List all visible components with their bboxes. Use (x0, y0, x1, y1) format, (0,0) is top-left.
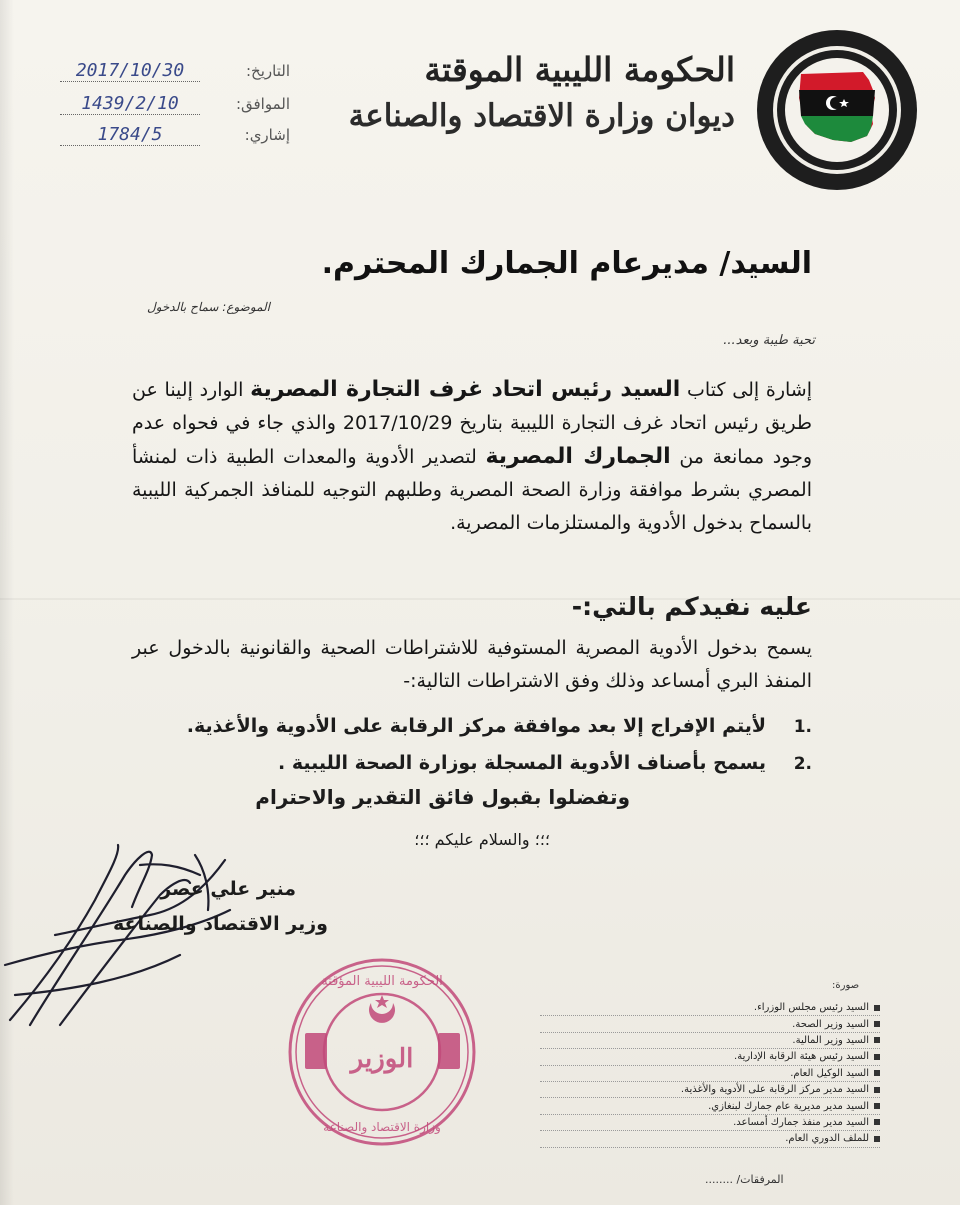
condition-item (172, 745, 812, 782)
stamp-center-text: الوزير (350, 1044, 414, 1074)
subject-line: الموضوع: سماح بالدخول (146, 300, 270, 314)
minister-title: وزير الاقتصاد والصناعة (113, 913, 328, 935)
bullet-icon (874, 1119, 880, 1125)
copy-recipient: للملف الدوري العام. (540, 1131, 880, 1147)
bullet-icon (874, 1103, 880, 1109)
paragraph-1-middle: الوارد إلينا عن طريق رئيس اتحاد غرف التجارة الليبية بتاريخ 2017/10/29 والذي جاء في فحواه عدم وجود ممانعة من (132, 379, 813, 468)
date-row (60, 60, 290, 86)
copy-recipient: السيد وزير المالية. (540, 1033, 880, 1049)
copy-recipient: السيد مدير مديرية عام جمارك لبنغازي. (540, 1098, 880, 1114)
copy-recipient: السيد مدير مركز الرقابة على الأدوية والأغذية. (540, 1082, 880, 1098)
date-label: التاريخ: (246, 62, 290, 80)
copies-list (540, 978, 880, 1148)
paper-fold-line (0, 598, 960, 600)
copy-recipient: السيد الوكيل العام. (540, 1066, 880, 1082)
paragraph-1-highlight-customs: الجمارك المصرية (485, 444, 671, 469)
closing-line: وتفضلوا بقبول فائق التقدير والاحترام (255, 785, 630, 809)
date-value: 2017/10/30 (60, 60, 200, 82)
copy-recipient: السيد وزير الصحة. (540, 1016, 880, 1032)
hijri-date-value: 1439/2/10 (60, 93, 200, 115)
reference-value: 1784/5 (60, 124, 200, 146)
hijri-date-label: الموافق: (235, 95, 290, 113)
hijri-date-row (60, 93, 290, 119)
paragraph-1-suffix: لتصدير الأدوية والمعدات الطبية ذات لمنشأ المصري بشرط موافقة وزارة الصحة المصرية وطلبهم التوجيه للمنافذ الجمركية الليبية بالسماح بدخول الأدوية والمستلزمات المصرية. (132, 446, 812, 534)
condition-text: لأيتم الإفراج إلا بعد موافقة مركز الرقابة على الأدوية والأغذية. (186, 715, 766, 737)
copy-recipient: السيد رئيس مجلس الوزراء. (540, 1000, 880, 1016)
reference-row (60, 124, 290, 150)
conditions-list (172, 708, 812, 782)
stamp-outer-text: الحكومة الليبية المؤقتة (321, 974, 443, 989)
paragraph-1-highlight-chamber: السيد رئيس اتحاد غرف التجارة المصرية (250, 377, 681, 402)
government-name: الحكومة الليبية الموقتة (424, 50, 735, 89)
bullet-icon (874, 1136, 880, 1142)
copy-recipient: السيد رئيس هيئة الرقابة الإدارية. (540, 1049, 880, 1065)
bullet-icon (874, 1087, 880, 1093)
salutation-line: ؛؛؛ والسلام عليكم ؛؛؛ (414, 830, 550, 849)
ministry-name: ديوان وزارة الاقتصاد والصناعة (348, 98, 735, 134)
decision-heading: عليه نفيدكم بالتي:- (571, 592, 812, 621)
official-stamp-icon (285, 955, 480, 1150)
copies-heading: صورة: (832, 980, 860, 991)
bullet-icon (874, 1021, 880, 1027)
bullet-icon (874, 1005, 880, 1011)
condition-number: 2. (793, 754, 812, 774)
condition-item (172, 708, 812, 745)
condition-text: يسمح بأصناف الأدوية المسجلة بوزارة الصحة الليبية . (277, 752, 766, 774)
bullet-icon (874, 1037, 880, 1043)
paragraph-reference (132, 373, 812, 540)
bullet-icon (874, 1070, 880, 1076)
paragraph-permission: يسمح بدخول الأدوية المصرية المستوفية للاشتراطات الصحية والقانونية بالدخول عبر المنفذ البري أمساعد وذلك وفق الاشتراطات التالية:- (132, 637, 812, 692)
attachments-line: المرفقات/ ........ (705, 1173, 784, 1186)
bullet-icon (874, 1054, 880, 1060)
stamp-bottom-text: وزارة الاقتصاد والصناعة (323, 1120, 441, 1134)
condition-number: 1. (793, 717, 812, 737)
addressee: السيد/ مديرعام الجمارك المحترم. (321, 246, 812, 281)
copy-recipient: السيد مدير منفذ جمارك أمساعد. (540, 1115, 880, 1131)
minister-name: منير علي عصر (160, 878, 296, 900)
paragraph-1-prefix: إشارة إلى كتاب (680, 379, 812, 401)
ministry-emblem-icon (755, 28, 920, 193)
reference-label: إشاري: (244, 126, 290, 144)
greeting: تحية طيبة وبعد... (723, 333, 815, 348)
